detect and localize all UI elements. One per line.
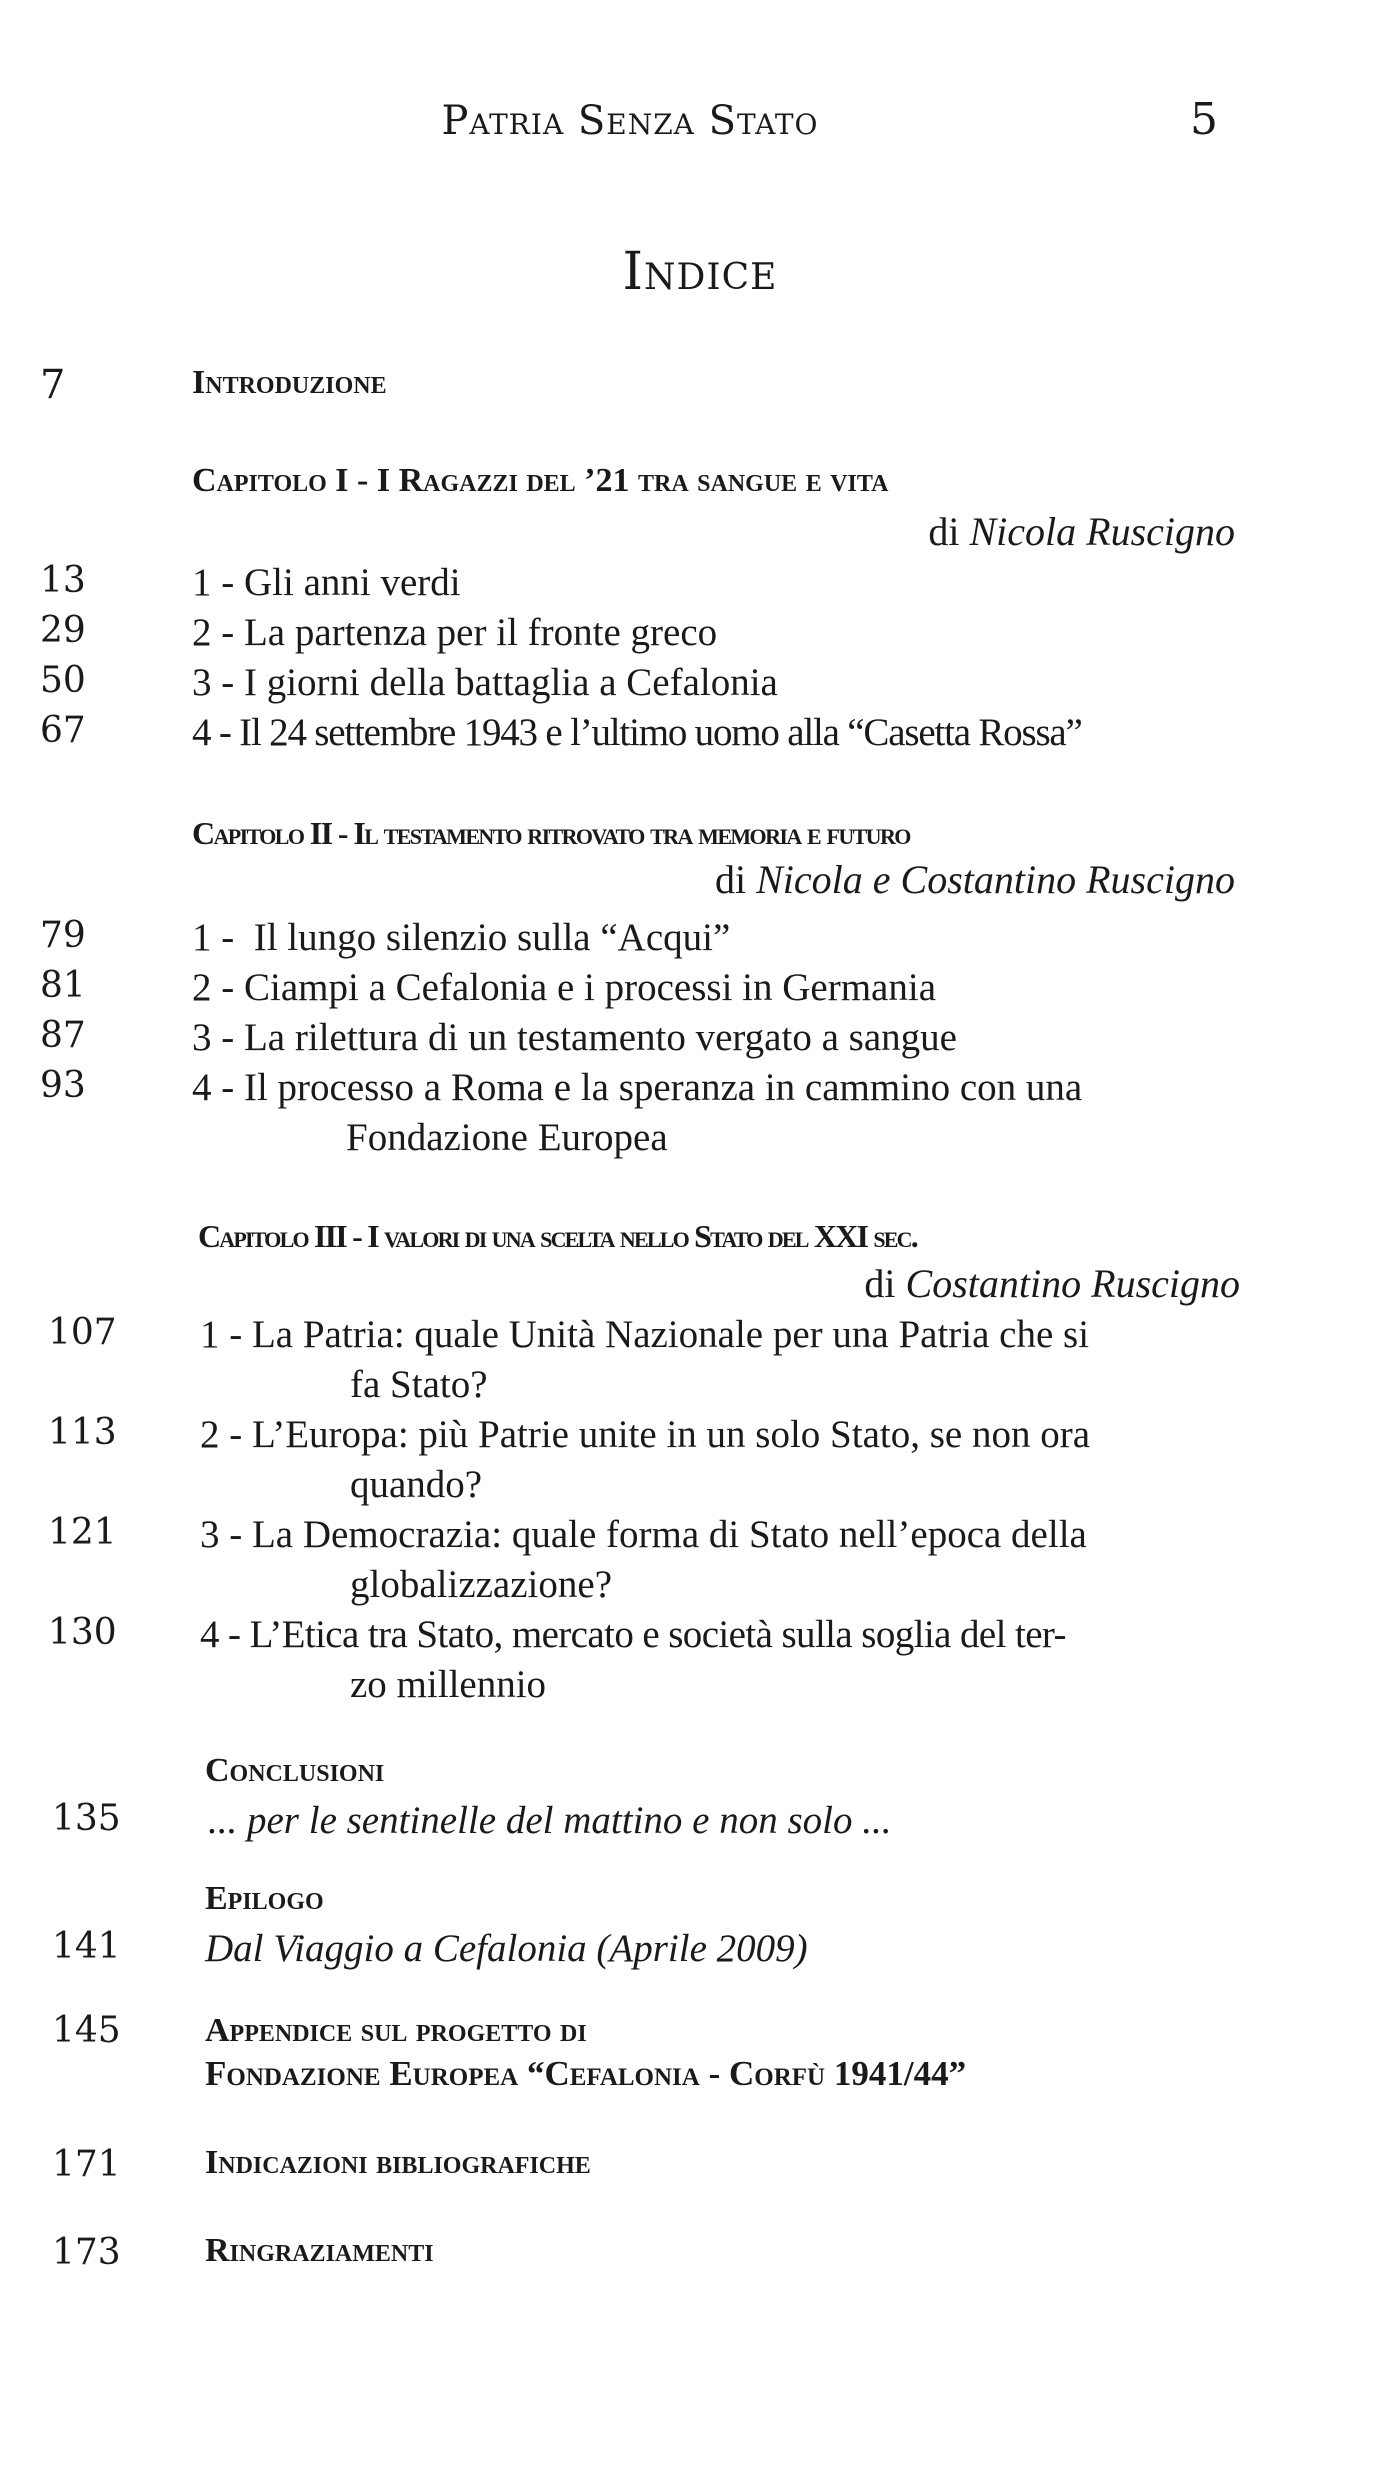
- toc-entry-text: 1 - La Patria: quale Unità Nazionale per una Patria che si: [200, 1313, 1090, 1356]
- chapter-author: Nicola Ruscigno: [969, 509, 1235, 554]
- toc-entry-text: 4 - Il 24 settembre 1943 e l’ultimo uomo alla “Casetta Rossa”: [192, 711, 1082, 754]
- toc-page-number: 141: [52, 1926, 121, 1967]
- toc-page-number: 145: [52, 2010, 121, 2051]
- toc-page-number: 113: [48, 1412, 117, 1453]
- toc-entry-text: 4 - Il processo a Roma e la speranza in cammino con una: [192, 1066, 1083, 1109]
- toc-entry-text: 4 - L’Etica tra Stato, mercato e società sulla soglia del ter-: [200, 1613, 1066, 1656]
- running-header: [0, 94, 1375, 158]
- chapter-byline: [928, 508, 1235, 555]
- toc-page-number: 135: [52, 1798, 121, 1839]
- toc-page-number: 79: [40, 915, 86, 956]
- chapter-author: Costantino Ruscigno: [905, 1261, 1240, 1306]
- chapter-title: Capitolo I - I Ragazzi del ’21 tra sangue e vita: [192, 462, 889, 499]
- toc-entry-text-continued: fa Stato?: [350, 1363, 488, 1406]
- toc-page-number: 171: [52, 2144, 121, 2185]
- toc-page-number: 173: [52, 2232, 121, 2273]
- toc-page-number: 50: [40, 660, 86, 701]
- section-label: Conclusioni: [205, 1752, 385, 1789]
- toc-page-number: 130: [48, 1612, 117, 1653]
- toc-entry-text-continued: quando?: [350, 1463, 483, 1506]
- section-label: Epilogo: [205, 1880, 324, 1917]
- section-label: Indicazioni bibliografiche: [205, 2144, 591, 2181]
- running-title: Patria Senza Stato: [441, 98, 819, 144]
- section-label-continued: Fondazione Europea “Cefalonia - Corfù 1941/44”: [205, 2054, 967, 2093]
- toc-entry-text: 1 - Gli anni verdi: [192, 561, 461, 604]
- toc-entry-text: 1 - Il lungo silenzio sulla “Acqui”: [192, 916, 731, 959]
- toc-page-number: 87: [40, 1015, 86, 1056]
- toc-entry-text-continued: zo millennio: [350, 1663, 547, 1706]
- toc-entry-text: 3 - I giorni della battaglia a Cefalonia: [192, 661, 778, 704]
- toc-entry-text-continued: globalizzazione?: [350, 1563, 613, 1606]
- toc-entry-text: ... per le sentinelle del mattino e non solo ...: [208, 1799, 892, 1842]
- page-number: 5: [1190, 94, 1218, 145]
- toc-entry-text: Dal Viaggio a Cefalonia (Aprile 2009): [205, 1927, 808, 1970]
- toc-section-label: Introduzione: [192, 364, 387, 401]
- index-heading: Indice: [622, 242, 778, 302]
- toc-page-number: 13: [40, 560, 86, 601]
- toc-entry-text: 2 - Ciampi a Cefalonia e i processi in Germania: [192, 966, 937, 1009]
- toc-page-number: 29: [40, 610, 86, 651]
- toc-page-number: 67: [40, 710, 86, 751]
- chapter-title: Capitolo II - Il testamento ritrovato tra memoria e futuro: [192, 815, 910, 851]
- chapter-title: Capitolo III - I valori di una scelta nello Stato del XXI sec.: [198, 1218, 917, 1254]
- toc-page-number: 7: [40, 362, 66, 408]
- byline-prefix: di: [864, 1261, 896, 1306]
- toc-entry-text: 2 - L’Europa: più Patrie unite in un solo Stato, se non ora: [200, 1413, 1091, 1456]
- byline-prefix: di: [715, 857, 747, 902]
- toc-page-number: 121: [48, 1512, 117, 1553]
- toc-page-number: 93: [40, 1065, 86, 1106]
- toc-page-number: 107: [48, 1312, 117, 1353]
- toc-entry-text: 2 - La partenza per il fronte greco: [192, 611, 718, 654]
- toc-entry-text-continued: Fondazione Europea: [346, 1116, 668, 1159]
- toc-entry-text: 3 - La Democrazia: quale forma di Stato nell’epoca della: [200, 1513, 1087, 1556]
- section-label: Appendice sul progetto di: [205, 2012, 587, 2049]
- section-label: Ringraziamenti: [205, 2232, 434, 2269]
- chapter-author: Nicola e Costantino Ruscigno: [756, 857, 1235, 902]
- toc-entry-text: 3 - La rilettura di un testamento vergato a sangue: [192, 1016, 957, 1059]
- chapter-byline: [715, 856, 1235, 903]
- toc-page-number: 81: [40, 965, 86, 1006]
- byline-prefix: di: [928, 509, 960, 554]
- chapter-byline: [864, 1260, 1240, 1307]
